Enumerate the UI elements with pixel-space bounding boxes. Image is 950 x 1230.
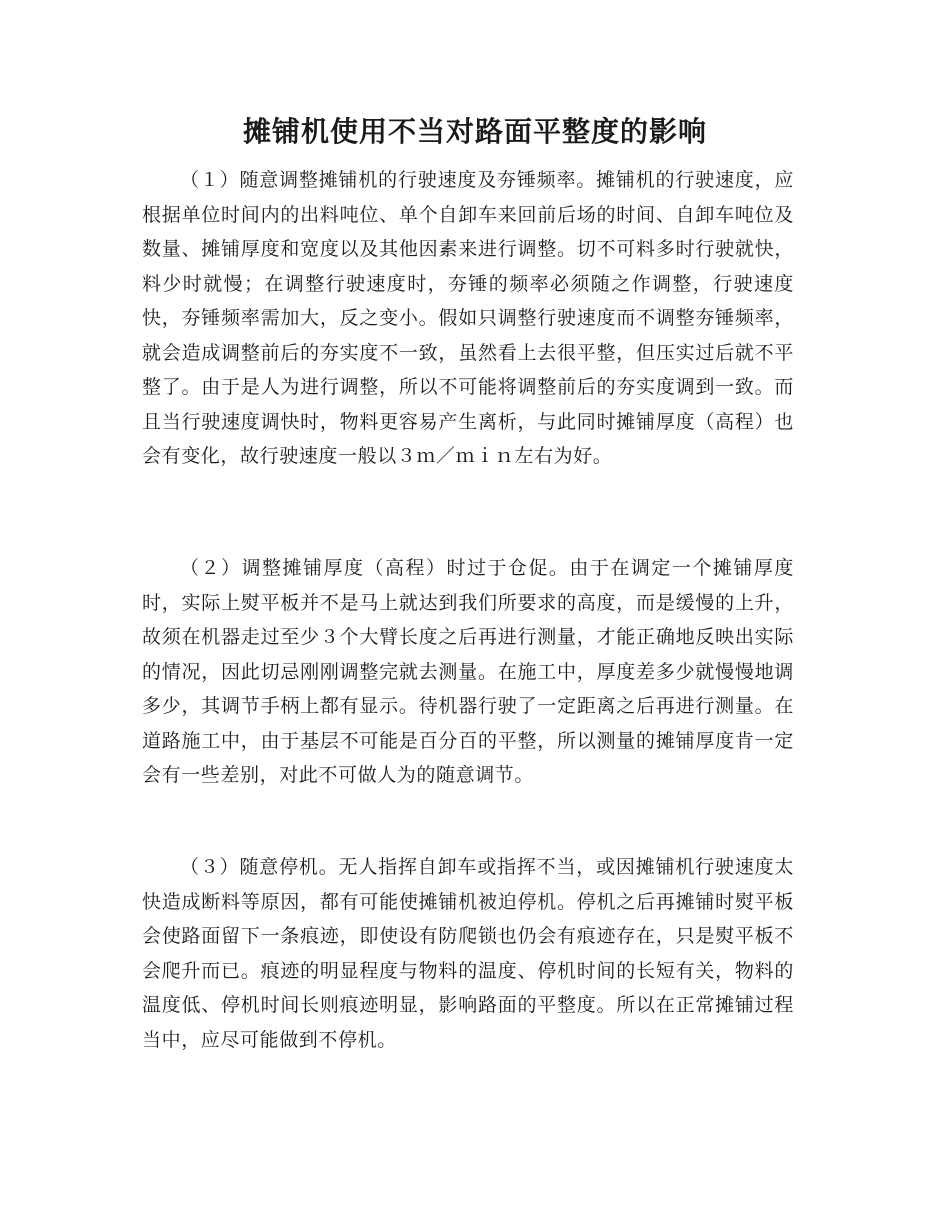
paragraph-2: （２）调整摊铺厚度（高程）时过于仓促。由于在调定一个摊铺厚度时，实际上熨平板并不是马上就达到我们所要求的高度，而是缓慢的上升，故须在机器走过至少３个大臂长度之后再进行测量，才能正确地反映出实际的情况，因此切忌刚刚调整完就去测量。在施工中，厚度差多少就慢慢地调多少，其调节手柄上都有显示。待机器行驶了一定距离之后再进行测量。在道路施工中，由于基层不可能是百分百的平整，所以测量的摊铺厚度肯一定会有一些差别，对此不可做人为的随意调节。 xyxy=(142,557,794,786)
document-title: 摊铺机使用不当对路面平整度的影响 xyxy=(242,115,707,148)
paragraph-1: （１）随意调整摊铺机的行驶速度及夯锤频率。摊铺机的行驶速度，应根据单位时间内的出料吨位、单个自卸车来回前后场的时间、自卸车吨位及数量、摊铺厚度和宽度以及其他因素来进行调整。切不可料多时行驶就快，料少时就慢；在调整行驶速度时，夯锤的频率必须随之作调整，行驶速度快，夯锤频率需加大，反之变小。假如只调整行驶速度而不调整夯锤频率，就会造成调整前后的夯实度不一致，虽然看上去很平整，但压实过后就不平整了。由于是人为进行调整，所以不可能将调整前后的夯实度调到一致。而且当行驶速度调快时，物料更容易产生离析，与此同时摊铺厚度（高程）也会有变化，故行驶速度一般以３ｍ／ｍｉｎ左右为好。 xyxy=(142,169,794,467)
paragraph-3: （３）随意停机。无人指挥自卸车或指挥不当，或因摊铺机行驶速度太快造成断料等原因，都有可能使摊铺机被迫停机。停机之后再摊铺时熨平板会使路面留下一条痕迹，即使设有防爬锁也仍会有痕迹存在，只是熨平板不会爬升而已。痕迹的明显程度与物料的温度、停机时间的长短有关，物料的温度低、停机时间长则痕迹明显，影响路面的平整度。所以在正常摊铺过程当中，应尽可能做到不停机。 xyxy=(142,856,794,1051)
